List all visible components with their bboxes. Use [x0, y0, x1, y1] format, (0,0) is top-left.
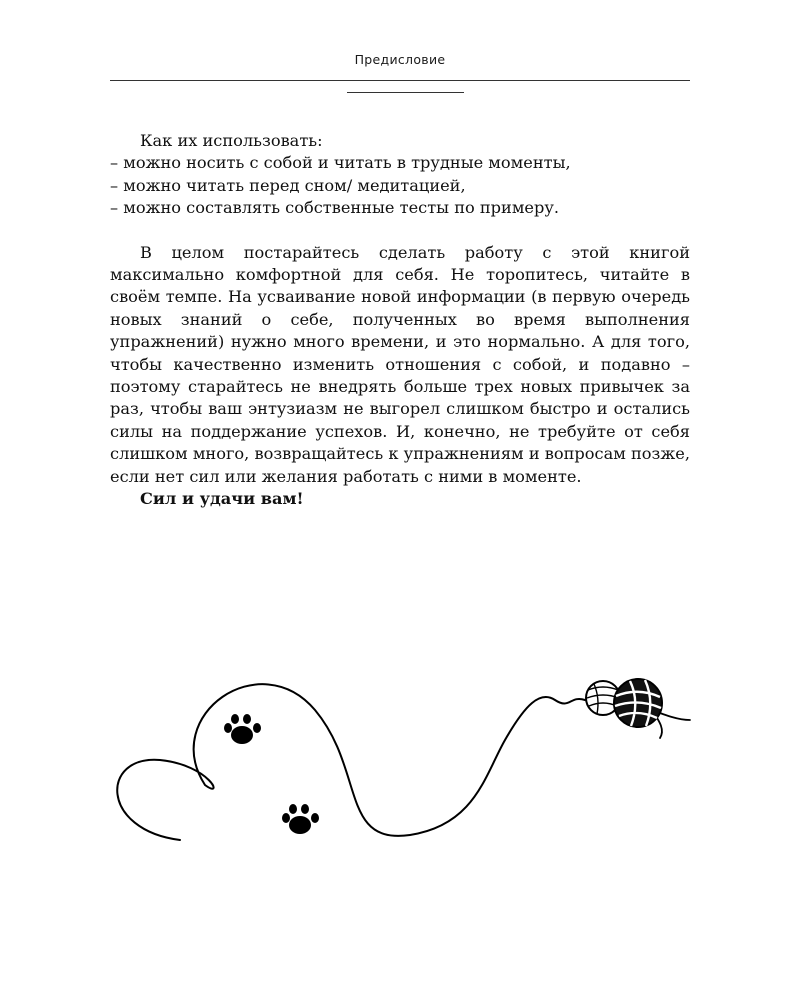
running-title: Предисловие: [354, 52, 446, 67]
usage-list-item: – можно читать перед сном/ медитацией,: [110, 175, 466, 195]
yarn-thread: [117, 684, 585, 840]
header-short-rule: [347, 92, 464, 93]
closing-line: Сил и удачи вам!: [140, 489, 304, 509]
usage-list-item: – можно носить с собой и читать в трудные моменты,: [110, 153, 571, 173]
usage-list-item: – можно составлять собственные тесты по примеру.: [110, 198, 560, 218]
paw-print-icon: [224, 714, 261, 744]
header-rule: [110, 80, 690, 81]
usage-list: [110, 130, 690, 220]
body-paragraph: В целом постарайтесь сделать работу с этой книгой максимально комфортной для себя. Не торопитесь, читайте в своём темпе. На усваивание новой информации (в первую очередь новых знаний о себе, полученных во время выполнения упражнений) нужно много времени, и это нормально. А для того, чтобы качественно изменить отношения с собой, и подавно – поэтому старайтесь не внедрять больше трех новых привычек за раз, чтобы ваш энтузиазм не выгорел слишком быстро и остались силы на поддержание успехов. И, конечно, не требуйте от себя слишком много, возвращайтесь к упражнениям и вопросам позже, если нет сил или желания работать с ними в моменте.: [110, 242, 690, 486]
yarn-illustration: [100, 660, 700, 860]
page-body: [110, 130, 690, 511]
paw-print-icon: [282, 804, 319, 834]
yarn-ball-dark-icon: [614, 679, 662, 727]
usage-list-intro: Как их использовать:: [140, 131, 323, 150]
